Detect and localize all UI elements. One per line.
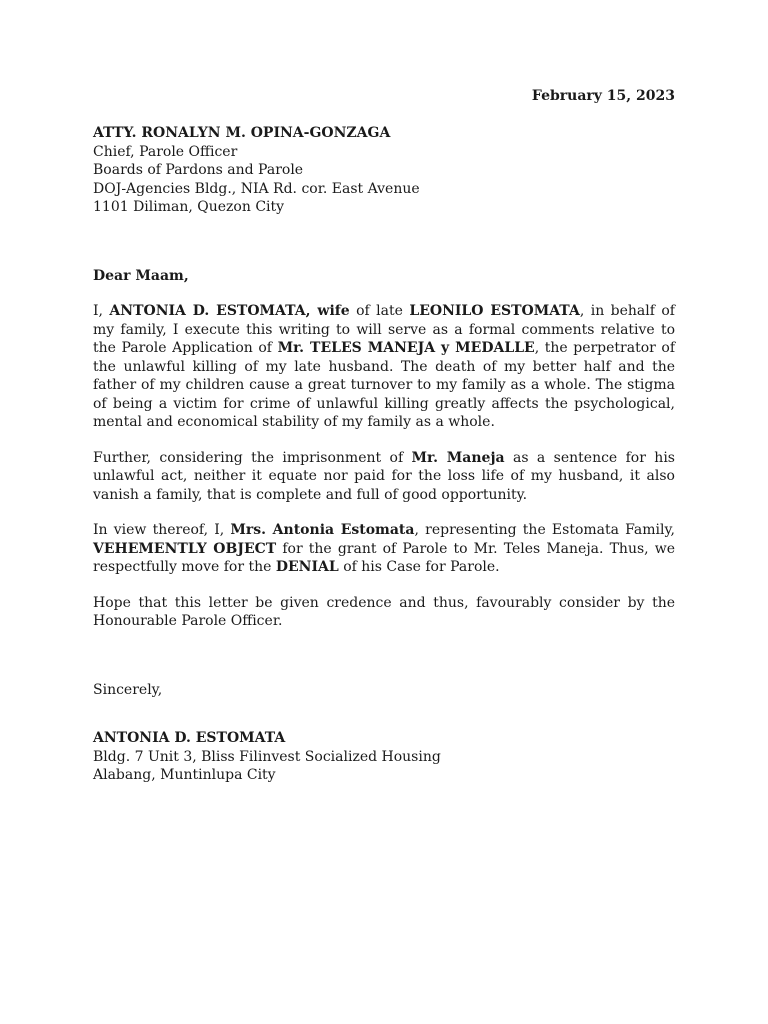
letter <box>93 86 675 785</box>
recipient-address-line2: 1101 Diliman, Quezon City <box>93 199 285 215</box>
body-paragraph-4: Hope that this letter be given credence and thus, favourably consider by the Honourable Parole Officer. <box>93 594 675 629</box>
recipient-office: Boards of Pardons and Parole <box>93 162 304 178</box>
body-paragraph-2: Further, considering the imprisonment of Mr. Maneja as a sentence for his unlawful act, neither it equate nor paid for the loss life of my husband, it also vanish a family, that is complete and full of good opportunity. <box>93 449 675 503</box>
sender-name: ANTONIA D. ESTOMATA <box>93 730 286 746</box>
letter-date: February 15, 2023 <box>531 88 675 104</box>
sender-address-line1: Bldg. 7 Unit 3, Bliss Filinvest Socialized Housing <box>93 748 441 765</box>
body-paragraph-3: In view thereof, I, Mrs. Antonia Estomata, representing the Estomata Family, VEHEMENTLY OBJECT for the grant of Parole to Mr. Teles Maneja. Thus, we respectfully move for the DENIAL of his Case for Parole. <box>93 522 676 575</box>
sender-block <box>93 729 675 785</box>
recipient-address-line1: DOJ-Agencies Bldg., NIA Rd. cor. East Avenue <box>93 180 420 197</box>
sender-address-line2: Alabang, Muntinlupa City <box>93 767 276 783</box>
salutation: Dear Maam, <box>93 267 189 284</box>
recipient-name: ATTY. RONALYN M. OPINA-GONZAGA <box>93 125 391 141</box>
recipient-block <box>93 124 675 217</box>
body-paragraph-1: I, ANTONIA D. ESTOMATA, wife of late LEONILO ESTOMATA, in behalf of my family, I execute this writing to will serve as a formal comments relative to the Parole Application of Mr. TELES MANEJA y MEDALLE, the perpetrator of the unlawful killing of my late husband. The death of my better half and the father of my children cause a great turnover to my family as a whole. The stigma of being a victim for crime of unlawful killing greatly affects the psychological, mental and economical stability of my family as a whole. <box>93 303 676 430</box>
closing: Sincerely, <box>93 681 163 698</box>
recipient-title: Chief, Parole Officer <box>93 143 238 160</box>
